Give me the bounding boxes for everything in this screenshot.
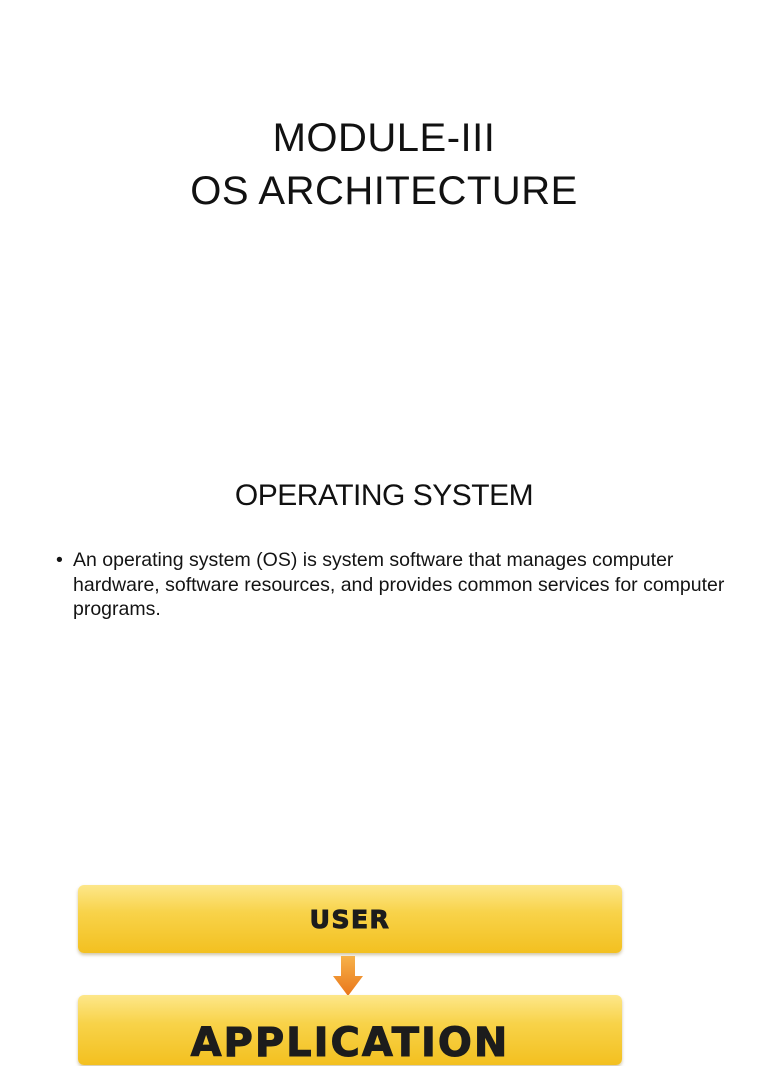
title-line-architecture: OS ARCHITECTURE (190, 169, 578, 213)
section-heading: OPERATING SYSTEM (234, 479, 534, 512)
layer-application-label: APPLICATION (190, 1020, 510, 1066)
bullet-text: An operating system (OS) is system software that manages computer hardware, software resources, and provides common services for computer programs. (73, 549, 725, 620)
layer-user-box (78, 885, 622, 953)
title-line-module: MODULE-III (272, 116, 496, 160)
bullet-item (56, 548, 728, 622)
layer-application-box (78, 995, 622, 1065)
bullet-list (56, 548, 728, 622)
down-arrow-icon (333, 956, 363, 996)
layer-user-label: USER (309, 904, 391, 934)
os-layer-diagram (78, 882, 624, 1066)
bullet-marker: • (56, 549, 63, 571)
slide-title (0, 112, 768, 218)
